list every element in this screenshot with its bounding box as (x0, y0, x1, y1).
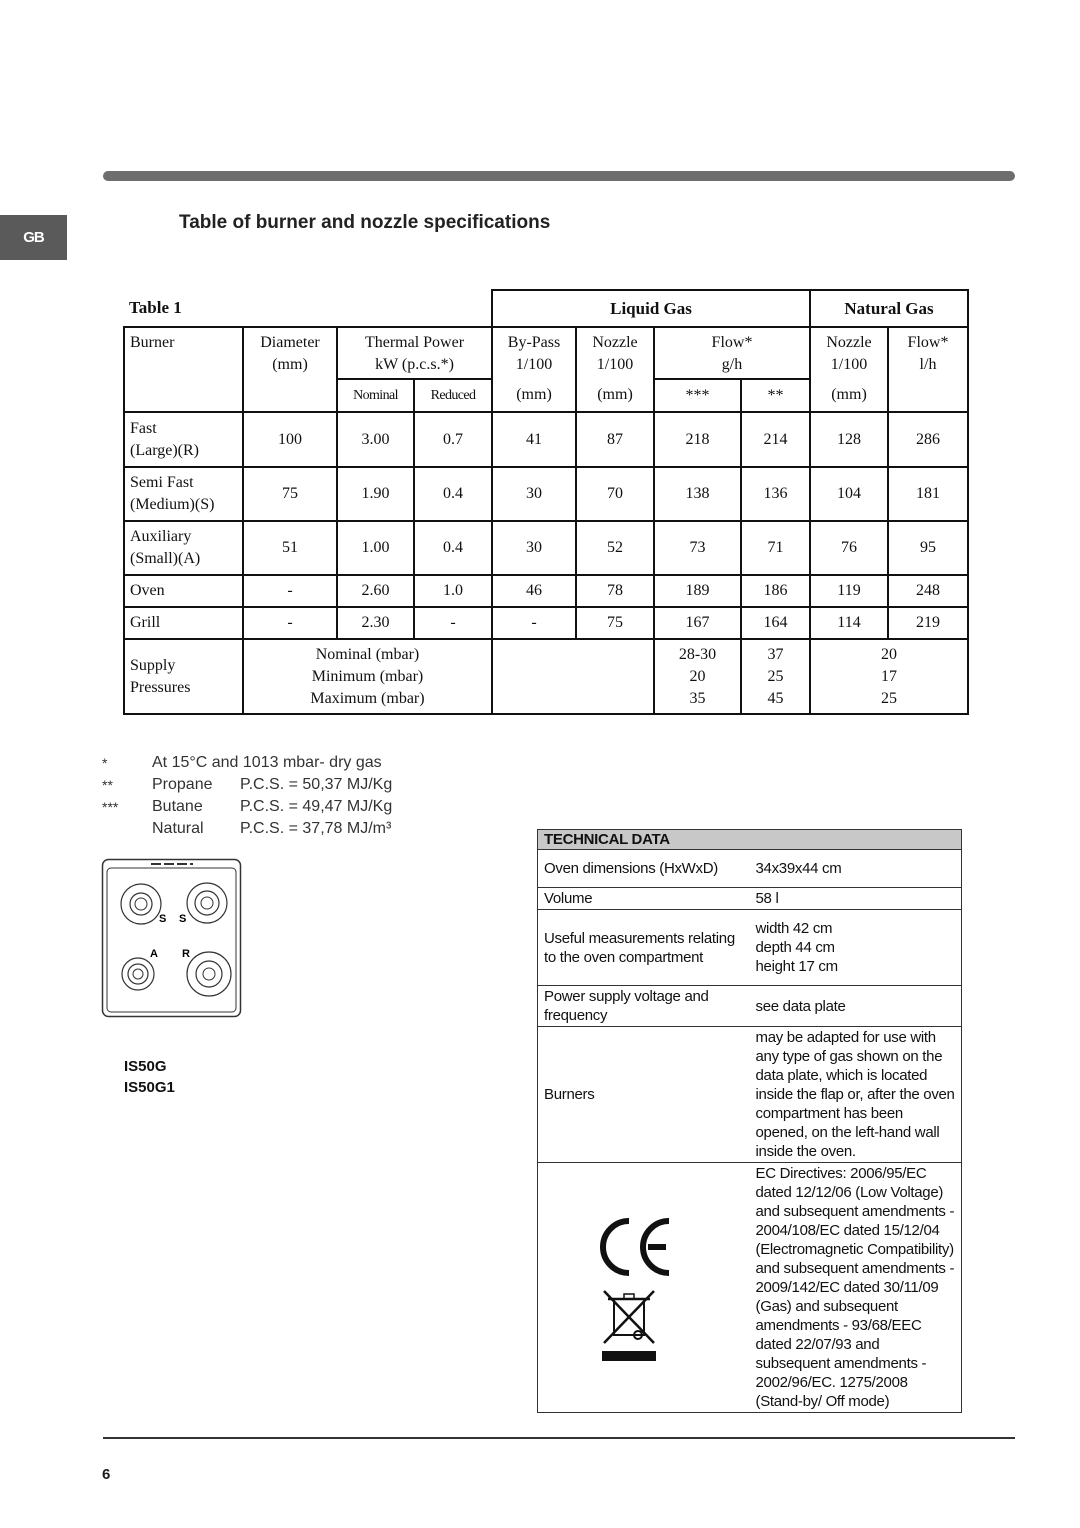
col-bypass-mm: (mm) (492, 379, 576, 412)
footnotes (102, 752, 392, 840)
header-rule (103, 171, 1015, 181)
liquid-gas-header: Liquid Gas (492, 290, 810, 327)
table-row: Semi Fast (Medium)(S) 75 1.90 0.4 30 70 138 136 104 181 (124, 467, 968, 521)
col-flow-lg: Flow* g/h (654, 327, 810, 379)
table-row: Auxiliary (Small)(A) 51 1.00 0.4 30 52 73 71 76 95 (124, 521, 968, 575)
burner-spec-table (123, 289, 969, 715)
col-diameter: Diameter (mm) (243, 327, 337, 379)
footnote: *** Butane P.C.S. = 49,47 MJ/Kg (102, 798, 393, 815)
burners-value: may be adapted for use with any type of gas shown on the data plate, which is located inside the flap or, after the oven compartment has been opened, on the left-hand wall inside the oven. (750, 1027, 962, 1163)
col-bypass: By-Pass 1/100 (492, 327, 576, 379)
natural-gas-header: Natural Gas (810, 290, 968, 327)
weee-bin-icon (602, 1291, 656, 1361)
col-nominal: Nominal (337, 379, 414, 412)
compliance-marks (538, 1163, 750, 1413)
volume-value: 58 l (750, 888, 962, 910)
model-code: IS50G1 (124, 1079, 175, 1096)
col-nozzle-ng-mm: (mm) (810, 379, 888, 412)
col-flow-propane: ** (741, 379, 810, 412)
supply-pressures-row: Supply Pressures Nominal (mbar) Minimum (mbar) Maximum (mbar) 28-30 20 35 37 25 45 20 17 25 (124, 639, 968, 714)
label-a: A (150, 948, 158, 960)
col-flow-ng: Flow* l/h (888, 327, 968, 379)
useful-measurements-value: width 42 cm depth 44 cm height 17 cm (750, 910, 962, 986)
footnote: Natural P.C.S. = 37,78 MJ/m³ (152, 820, 392, 837)
oven-dimensions-label: Oven dimensions (HxWxD) (538, 850, 750, 888)
col-burner: Burner (124, 327, 243, 379)
label-s-right: S (179, 913, 187, 925)
label-s-left: S (159, 913, 167, 925)
table-label: Table 1 (129, 298, 182, 317)
col-flow-butane: *** (654, 379, 741, 412)
burners-label: Burners (538, 1027, 750, 1163)
col-nozzle-ng: Nozzle 1/100 (810, 327, 888, 379)
ec-directives: EC Directives: 2006/95/EC dated 12/12/06 (Low Voltage) and subsequent amendments - 2004/108/EC dated 15/12/04 (Electromagnetic Compatibility) and subsequent amendments - 2009/142/EC dated 30/11/09 (Gas) and subsequent amendments - 93/68/EEC dated 22/07/93 and subsequent amendments - 2002/96/EC. 1275/2008 (Stand-by/ Off mode) (750, 1163, 962, 1413)
hob-diagram (101, 858, 242, 1018)
footnote: ** Propane P.C.S. = 50,37 MJ/Kg (102, 776, 393, 793)
useful-measurements-label: Useful measurements relating to the oven compartment (538, 910, 750, 986)
page-title: Table of burner and nozzle specifications (179, 212, 551, 233)
label-r: R (182, 948, 190, 960)
model-list (124, 1056, 175, 1098)
language-tab: GB (0, 215, 67, 260)
page-number: 6 (102, 1466, 111, 1483)
table-row: Grill - 2.30 - - 75 167 164 114 219 (124, 607, 968, 639)
model-code: IS50G (124, 1058, 167, 1075)
col-nozzle-lg-mm: (mm) (576, 379, 654, 412)
power-supply-label: Power supply voltage and frequency (538, 986, 750, 1027)
power-supply-value: see data plate (750, 986, 962, 1027)
footnote: * At 15°C and 1013 mbar- dry gas (102, 754, 382, 771)
technical-data-table (537, 829, 962, 1413)
table-row: Fast (Large)(R) 100 3.00 0.7 41 87 218 214 128 286 (124, 412, 968, 467)
col-thermal-power: Thermal Power kW (p.c.s.*) (337, 327, 492, 379)
table-row: Oven - 2.60 1.0 46 78 189 186 119 248 (124, 575, 968, 607)
footer-rule (103, 1437, 1015, 1439)
technical-data-header: TECHNICAL DATA (538, 830, 962, 850)
col-nozzle-lg: Nozzle 1/100 (576, 327, 654, 379)
ce-mark-icon (596, 1213, 676, 1363)
oven-dimensions-value: 34x39x44 cm (750, 850, 962, 888)
volume-label: Volume (538, 888, 750, 910)
col-reduced: Reduced (414, 379, 492, 412)
